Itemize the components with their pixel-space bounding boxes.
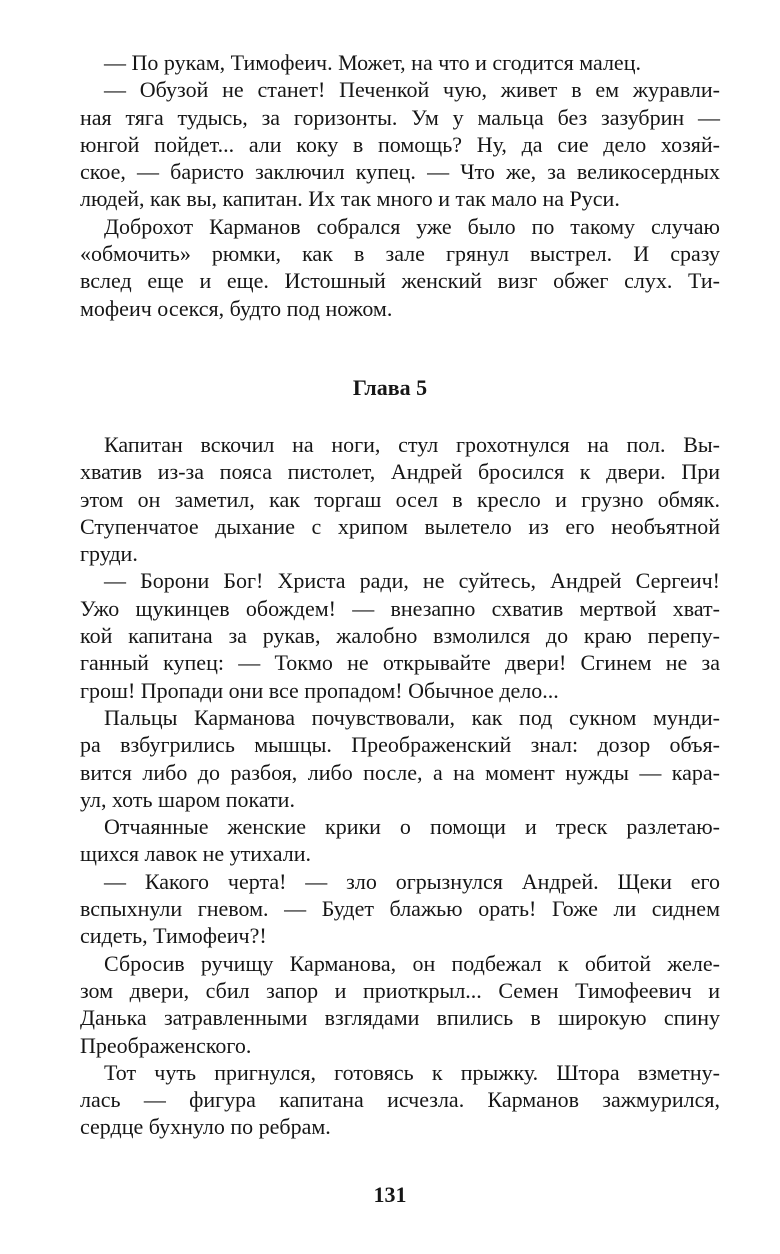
chapter-title: Глава 5 (352, 375, 428, 400)
text-line: — Какого черта! — зло огрызнулся Андрей. Щеки его (104, 868, 720, 894)
text-line: Доброхот Карманов собрался уже было по такому случаю (104, 213, 720, 239)
text-line: юнгой пойдет... али коку в помощь? Ну, да сие дело хозяй- (80, 131, 720, 157)
text-line: сердце бухнуло по ребрам. (80, 1114, 331, 1140)
text-line: хватив из-за пояса пистолет, Андрей бросился к двери. При (80, 459, 720, 485)
text-line: «обмочить» рюмки, как в зале грянул выстрел. И сразу (80, 241, 720, 267)
text-line: лась — фигура капитана исчезла. Карманов зажмурился, (80, 1087, 720, 1113)
text-line: ра взбугрились мышцы. Преображенский знал: дозор объя- (80, 732, 720, 758)
text-line: — Борони Бог! Христа ради, не суйтесь, Андрей Сергеич! (104, 568, 720, 594)
text-line: Ступенчатое дыхание с хрипом вылетело из его необъятной (80, 513, 720, 539)
text-line: Капитан вскочил на ноги, стул грохотнулся на пол. Вы- (104, 432, 720, 457)
paragraph (80, 213, 720, 322)
text-line: щихся лавок не утихали. (80, 841, 311, 867)
text-line: ная тяга тудысь, за горизонты. Ум у мальца без зазубрин — (80, 104, 720, 130)
text-line: — По рукам, Тимофеич. Может, на что и сгодится малец. (104, 50, 641, 75)
text-line: сидеть, Тимофеич?! (80, 923, 267, 949)
text-block-bottom (80, 431, 720, 1141)
text-line: ул, хоть шаром покати. (80, 786, 295, 812)
text-line: — Обузой не станет! Печенкой чую, живет в ем журавли- (104, 77, 720, 103)
text-line: ское, — баристо заключил купец. — Что же, за великосердных (80, 159, 720, 185)
paragraph (80, 431, 720, 567)
text-line: вспыхнули гневом. — Будет блажью орать! Гоже ли сиднем (80, 896, 720, 922)
text-line: Пальцы Карманова почувствовали, как под сукном мунди- (104, 704, 720, 730)
paragraph (80, 868, 720, 950)
text-line: Отчаянные женские крики о помощи и треск разлетаю- (104, 814, 720, 840)
text-line: ганный купец: — Токмо не открывайте двери! Сгинем не за (80, 650, 720, 676)
paragraph (80, 950, 720, 1059)
text-line: вится либо до разбоя, либо после, а на момент нужды — кара- (80, 759, 720, 785)
paragraph (80, 567, 720, 703)
text-line: людей, как вы, капитан. Их так много и так мало на Руси. (80, 186, 620, 212)
text-line: мофеич осекся, будто под ножом. (80, 295, 393, 321)
text-line: Сбросив ручищу Карманова, он подбежал к обитой желе- (104, 950, 720, 976)
text-line: этом он заметил, как торгаш осел в кресло и грузно обмяк. (80, 486, 720, 512)
paragraph (80, 1059, 720, 1141)
text-line: Ужо щукинцев обождем! — внезапно схватив мертвой хват- (80, 595, 720, 621)
text-line: Тот чуть пригнулся, готовясь к прыжку. Штора взметну- (104, 1059, 720, 1085)
text-line: Данька затравленными взглядами впились в широкую спину (80, 1005, 720, 1031)
paragraph (80, 76, 720, 212)
paragraph (80, 49, 720, 76)
text-line: зом двери, сбил запор и приоткрыл... Семен Тимофеевич и (80, 977, 720, 1003)
text-block-top (80, 49, 720, 322)
text-line: кой капитана за рукав, жалобно взмолился до краю перепу- (80, 623, 720, 649)
page-number: 131 (373, 1182, 407, 1207)
paragraph (80, 704, 720, 813)
text-line: груди. (80, 541, 138, 567)
text-line: вслед еще и еще. Истошный женский визг обжег слух. Ти- (80, 268, 720, 294)
text-line: Преображенского. (80, 1032, 252, 1058)
text-line: грош! Пропади они все пропадом! Обычное дело... (80, 677, 559, 703)
paragraph (80, 813, 720, 868)
